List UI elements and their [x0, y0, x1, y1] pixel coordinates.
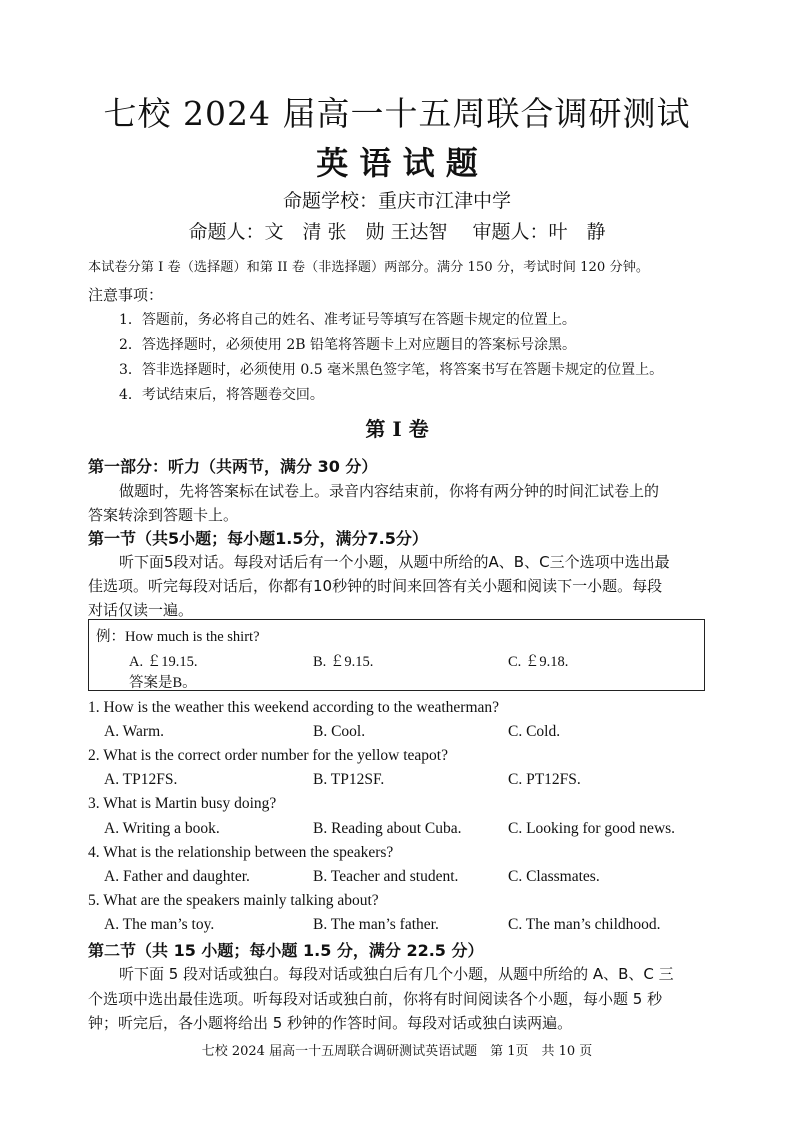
- option-c: C. Cold.: [508, 723, 561, 740]
- example-option-b: B. ￡9.15.: [313, 654, 374, 670]
- section2-heading: 第二节（共 15 小题；每小题 1.5 分，满分 22.5 分）: [88, 941, 484, 960]
- notes-heading: 注意事项：: [88, 286, 164, 304]
- section2-instruction: 听下面 5 段对话或独白。每段对话或独白后有几个小题，从题中所给的 A、B、C 三: [119, 965, 674, 983]
- example-option-a: A. ￡19.15.: [129, 654, 198, 670]
- part1-instruction: 做题时，先将答案标在试卷上。录音内容结束前，你将有两分钟的时间汇试卷上的: [119, 482, 660, 500]
- section1-instruction: 佳选项。听完每段对话后，你都有10秒钟的时间来回答有关小题和阅读下一小题。每段: [88, 577, 663, 595]
- page-footer: 七校 2024 届高一十五周联合调研测试英语试题 第 1页 共 10 页: [201, 1044, 593, 1059]
- option-b: B. Reading about Cuba.: [313, 820, 462, 837]
- option-c: C. Classmates.: [508, 868, 600, 885]
- question-text: 2. What is the correct order number for the yellow teapot?: [88, 747, 448, 764]
- option-a: A. TP12FS.: [104, 771, 178, 788]
- option-c: C. The man’s childhood.: [508, 916, 661, 933]
- option-a: A. Warm.: [104, 723, 165, 740]
- option-a: A. Father and daughter.: [104, 868, 250, 885]
- exam-subtitle: 英 语 试 题: [316, 144, 478, 182]
- part1-heading: 第一部分：听力（共两节，满分 30 分）: [88, 457, 378, 476]
- authors-line: 命题人：文 清 张 勋 王达智 审题人：叶 静: [188, 221, 606, 243]
- part1-instruction: 答案转涂到答题卡上。: [88, 506, 239, 524]
- question-text: 1. How is the weather this weekend according to the weatherman?: [88, 699, 500, 716]
- option-b: B. The man’s father.: [313, 916, 439, 933]
- example-answer: 答案是B。: [129, 675, 197, 691]
- section1-instruction: 对话仅读一遍。: [88, 601, 194, 619]
- note-item: 3．答非选择题时，必须使用 0.5 毫米黑色签字笔，将答案书写在答题卡规定的位置上。: [119, 362, 664, 378]
- school-line: 命题学校：重庆市江津中学: [282, 190, 511, 212]
- option-c: C. Looking for good news.: [508, 820, 676, 837]
- example-question: 例：How much is the shirt?: [96, 629, 260, 645]
- option-b: B. Teacher and student.: [313, 868, 459, 885]
- volume-title: 第 I 卷: [365, 417, 429, 441]
- note-item: 1．答题前，务必将自己的姓名、准考证号等填写在答题卡规定的位置上。: [119, 312, 576, 328]
- section1-heading: 第一节（共5小题；每小题1.5分，满分7.5分）: [88, 529, 428, 548]
- exam-title: 七校 2024 届高一十五周联合调研测试: [103, 94, 691, 133]
- section2-instruction: 个选项中选出最佳选项。听每段对话或独白前，你将有时间阅读各个小题，每小题 5 秒: [88, 990, 663, 1008]
- note-item: 2．答选择题时，必须使用 2B 铅笔将答题卡上对应题目的答案标号涂黑。: [119, 337, 577, 353]
- option-a: A. Writing a book.: [104, 820, 220, 837]
- option-b: B. Cool.: [313, 723, 366, 740]
- option-b: B. TP12SF.: [313, 771, 385, 788]
- option-a: A. The man’s toy.: [104, 916, 215, 933]
- question-text: 5. What are the speakers mainly talking about?: [88, 892, 379, 909]
- exam-intro: 本试卷分第 I 卷（选择题）和第 II 卷（非选择题）两部分。满分 150 分，考试时间 120 分钟。: [88, 260, 650, 275]
- option-c: C. PT12FS.: [508, 771, 581, 788]
- question-text: 4. What is the relationship between the speakers?: [88, 844, 394, 861]
- example-option-c: C. ￡9.18.: [508, 654, 569, 670]
- note-item: 4．考试结束后，将答题卷交回。: [119, 387, 324, 403]
- question-text: 3. What is Martin busy doing?: [88, 795, 277, 812]
- section2-instruction: 钟；听完后，各小题将给出 5 秒钟的作答时间。每段对话或独白读两遍。: [88, 1014, 573, 1032]
- section1-instruction: 听下面5段对话。每段对话后有一个小题，从题中所给的A、B、C三个选项中选出最: [119, 553, 670, 571]
